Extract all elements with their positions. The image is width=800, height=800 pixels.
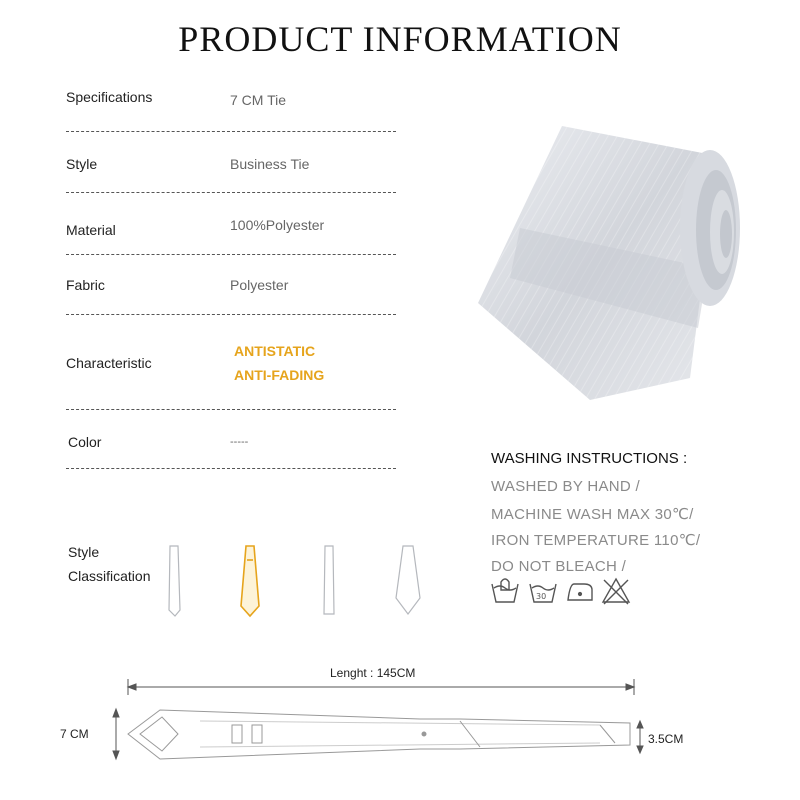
tie-style-wide-icon — [396, 546, 420, 614]
length-arrow — [128, 679, 634, 695]
iron-icon — [568, 584, 592, 600]
hand-wash-icon — [492, 579, 518, 602]
spec-label-specifications: Specifications — [66, 89, 153, 105]
washing-line-machine: MACHINE WASH MAX 30℃/ — [491, 506, 694, 523]
spec-label-fabric: Fabric — [66, 277, 105, 293]
washing-title: WASHING INSTRUCTIONS : — [491, 450, 688, 467]
washing-line-iron: IRON TEMPERATURE 110℃/ — [491, 532, 701, 549]
tie-style-narrow-icon — [169, 546, 180, 616]
tie-style-slim-icon-selected — [241, 546, 259, 616]
divider — [66, 468, 396, 469]
washing-icons — [490, 576, 635, 606]
style-classification-label-2: Classification — [68, 568, 151, 584]
do-not-bleach-icon — [603, 579, 629, 604]
washing-line-bleach: DO NOT BLEACH / — [491, 558, 627, 575]
machine-wash-30-icon — [530, 584, 556, 602]
length-label: Lenght : 145CM — [330, 666, 416, 680]
divider — [66, 131, 396, 132]
characteristic-anti-fading: ANTI-FADING — [234, 367, 325, 383]
divider — [66, 314, 396, 315]
spec-value-style: Business Tie — [230, 156, 310, 172]
spec-label-characteristic: Characteristic — [66, 355, 152, 371]
washing-line-hand: WASHED BY HAND / — [491, 478, 640, 495]
spec-label-style: Style — [66, 156, 98, 172]
tie-dimension-diagram — [0, 655, 800, 800]
style-classification-icons — [150, 540, 430, 620]
narrow-end-label: 3.5CM — [648, 732, 684, 746]
characteristic-antistatic: ANTISTATIC — [234, 343, 316, 359]
spec-value-material: 100%Polyester — [230, 217, 325, 233]
spec-value-specifications: 7 CM Tie — [230, 92, 287, 108]
spec-label-color: Color — [68, 434, 102, 450]
divider — [66, 192, 396, 193]
narrow-end-arrow — [637, 721, 643, 753]
tie-style-square-icon — [324, 546, 334, 614]
tie-photo — [470, 118, 750, 408]
spec-value-color: ----- — [230, 436, 249, 448]
flat-tie-outline — [128, 710, 630, 759]
svg-text:30: 30 — [536, 592, 547, 601]
wide-end-arrow — [113, 709, 119, 759]
divider — [66, 254, 396, 255]
page-title: PRODUCT INFORMATION — [178, 19, 622, 59]
spec-label-material: Material — [66, 222, 116, 238]
divider — [66, 409, 396, 410]
wide-end-label: 7 CM — [60, 727, 89, 741]
style-classification-label-1: Style — [68, 544, 100, 560]
spec-value-fabric: Polyester — [230, 277, 289, 293]
